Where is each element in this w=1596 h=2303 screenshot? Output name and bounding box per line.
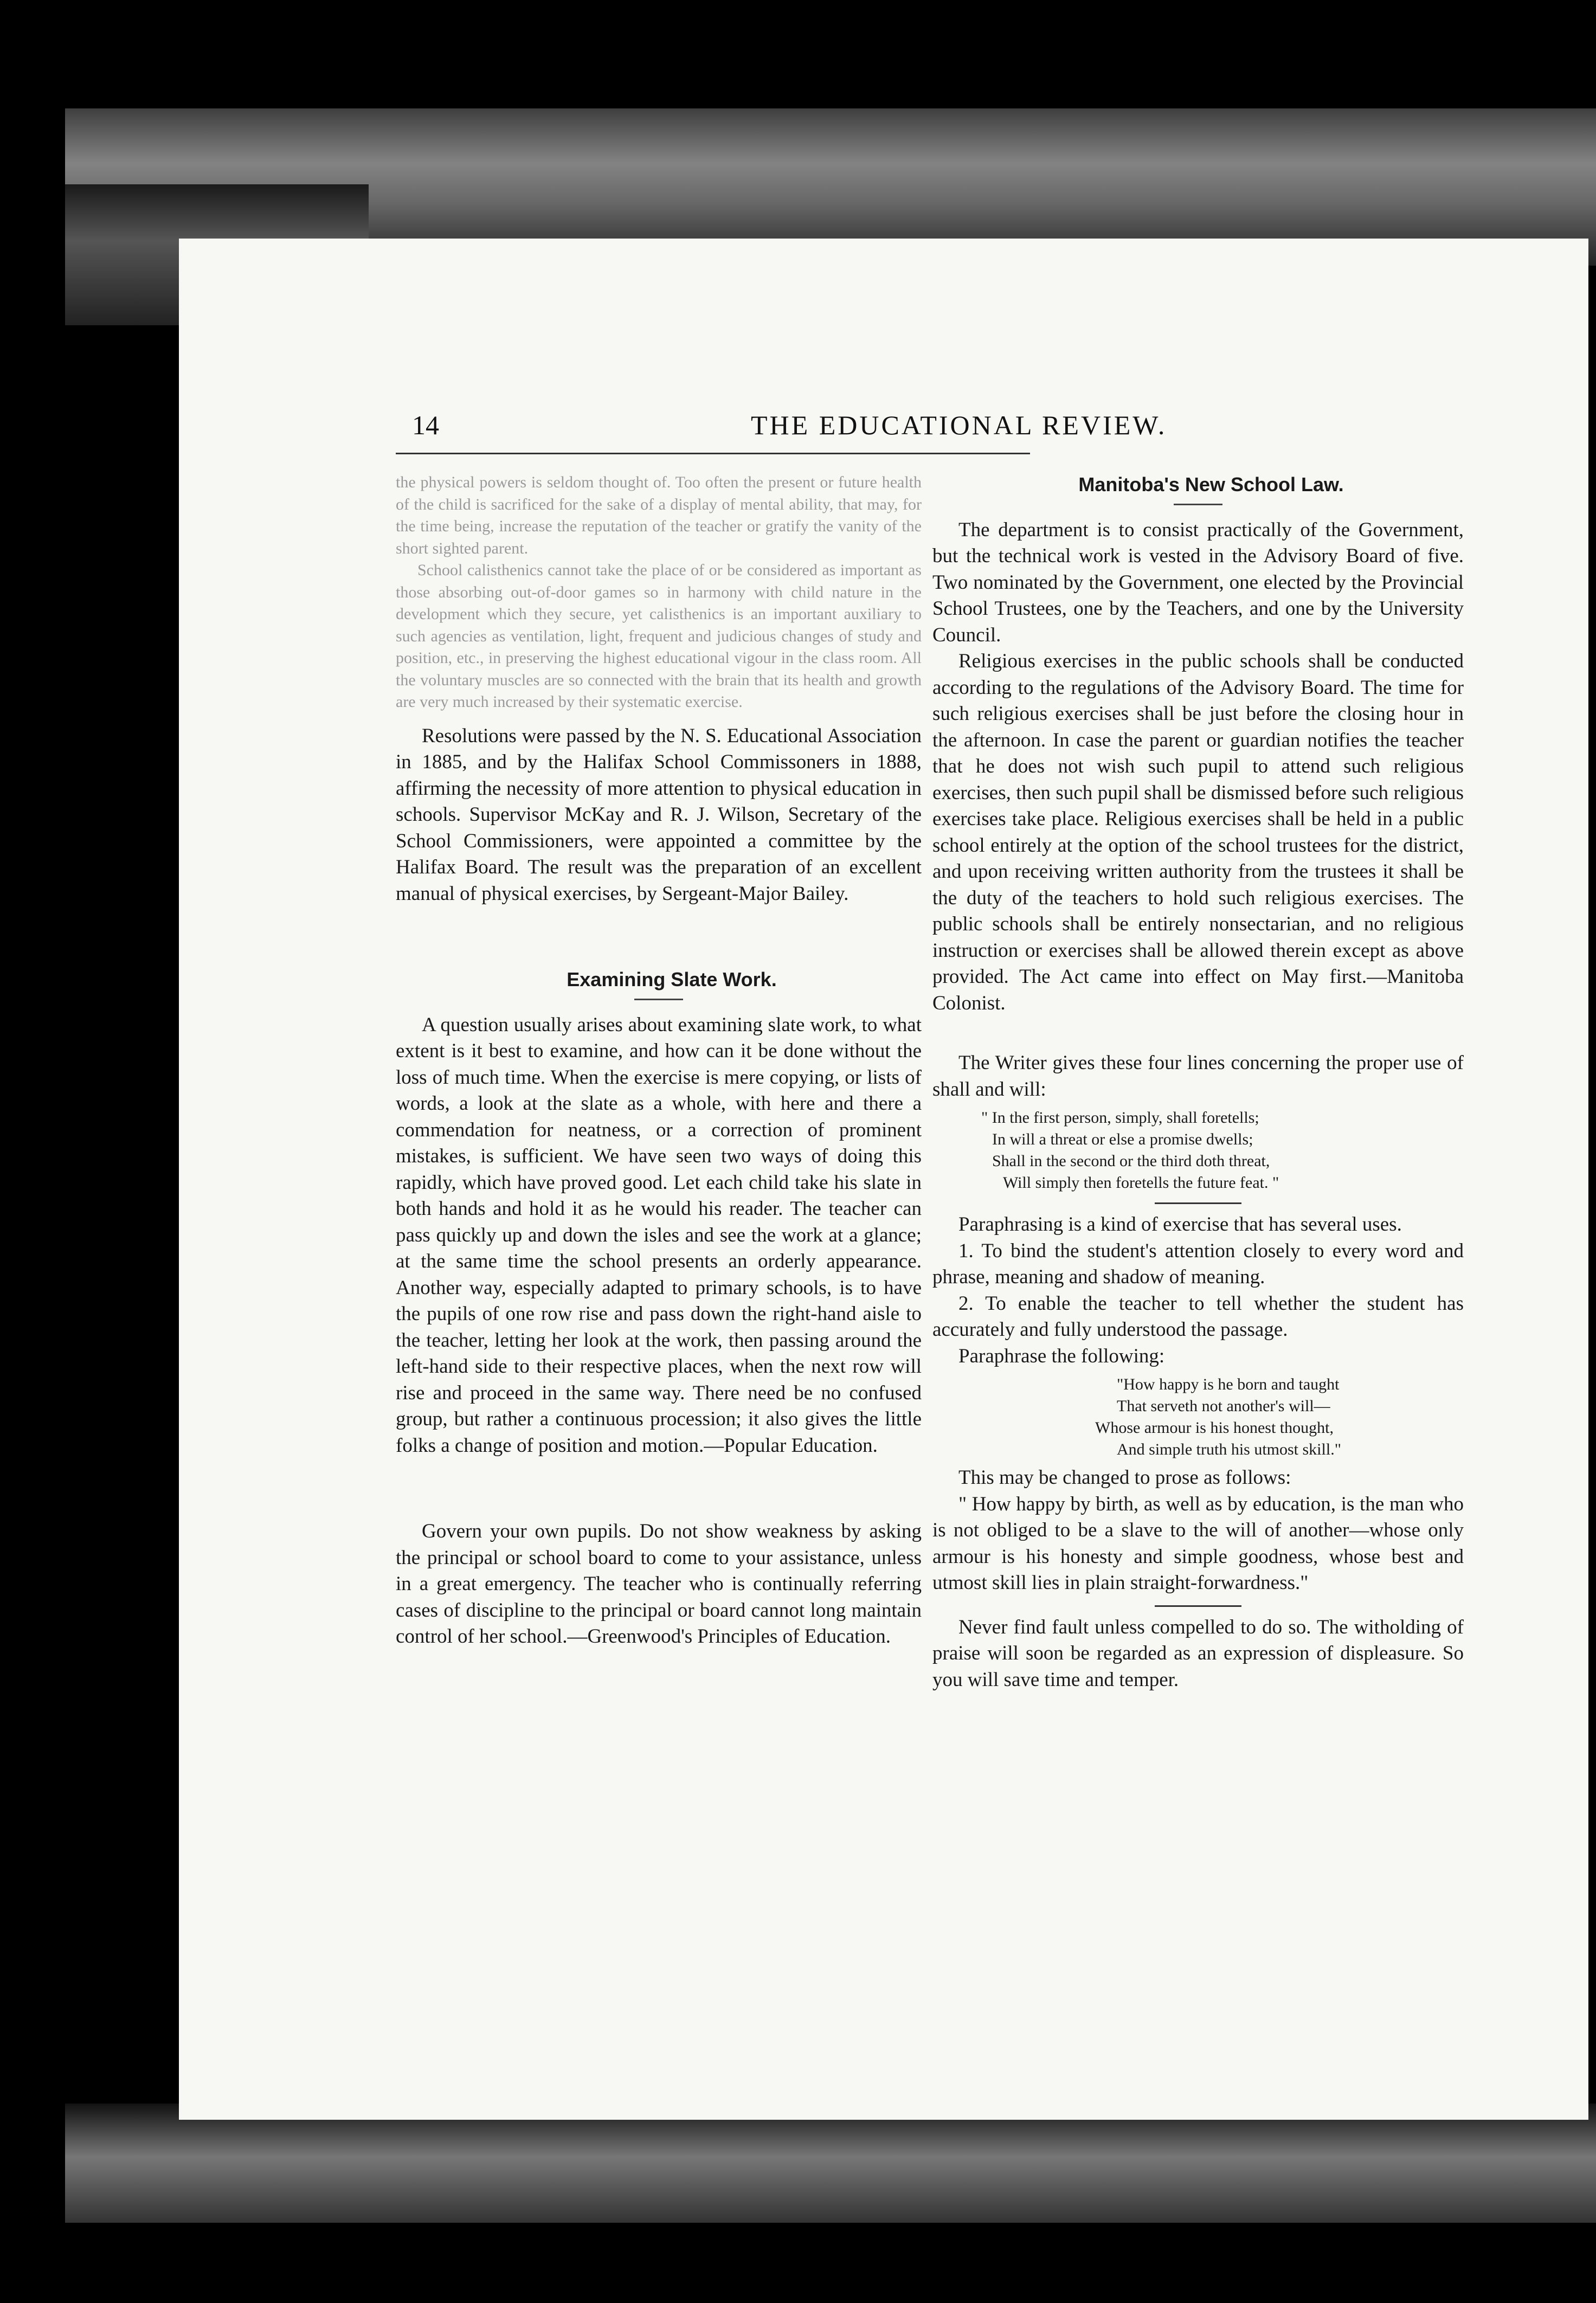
verse-line: " In the first person, simply, shall foretells; [981,1109,1259,1127]
scan-edge-bottom [65,2103,1596,2223]
left-column [396,472,922,1650]
paragraph: Never find fault unless compelled to do so. The witholding of praise will soon be regarded as an expression of displeasure. So you will save time and temper. [932,1616,1464,1691]
faded-text-block [396,472,922,713]
divider [1155,1605,1241,1607]
right-column [932,472,1464,1693]
journal-title: THE EDUCATIONAL REVIEW. [751,410,1167,440]
verse-line: In will a threat or else a promise dwells; [992,1130,1253,1148]
article-heading: Manitoba's New School Law. [1078,473,1344,496]
paragraph: " How happy by birth, as well as by education, is the man who is not obliged to be a slave to the will of another—whose only armour is his honesty and simple goodness, whose best and utmost skill lies in plain straight-forwardness." [932,1493,1464,1594]
paragraph-govern: Govern your own pupils. Do not show weakness by asking the principal or school board to come to your assistance, unless in a great emergency. The teacher who is continually referring cases of discipline to the principal or board cannot long maintain control of her school.—Greenwood's Principles of Education. [396,1520,922,1648]
verse-line: "How happy is he born and taught [1117,1375,1340,1393]
paragraph-writer: The Writer gives these four lines concerning the proper use of shall and will: [932,1052,1464,1101]
list-item: 2. To enable the teacher to tell whether the student has accurately and fully understood the passage. [932,1292,1464,1341]
verse-line: Will simply then foretells the future feat. " [1003,1174,1279,1192]
divider [634,999,683,1000]
verse-line: And simple truth his utmost skill." [1117,1440,1341,1458]
running-header [412,409,1572,453]
divider [1174,504,1222,505]
paragraph-resolutions: Resolutions were passed by the N. S. Educational Association in 1885, and by the Halifax School Commissoners in 1888, affirming the necessity of more attention to physical education in schools. Supervisor McKay and R. J. Wilson, Secretary of the School Commissioners, were appointed a committee by the Halifax Board. The result was the preparation of an excellent manual of physical exercises, by Sergeant-Major Bailey. [396,724,922,905]
paragraph: School calisthenics cannot take the place of or be considered as important as those absorbing out-of-door games so in harmony with child nature in the development which they secure, yet calisthenics is an important auxiliary to such agencies as ventilation, light, frequent and judicious changes of study and position, etc., in preserving the highest educational vigour in the class room. All the voluntary muscles are so connected with the brain that its health and growth are very much increased by their systematic exercise. [396,561,922,711]
divider [1155,1202,1241,1204]
header-rule [396,453,1030,454]
page-number: 14 [412,410,439,440]
paragraph: Paraphrasing is a kind of exercise that has several uses. [958,1213,1402,1236]
list-item: 1. To bind the student's attention closely to every word and phrase, meaning and shadow of meaning. [932,1239,1464,1288]
paragraph-slate-work: A question usually arises about examining slate work, to what extent is it best to examine, and how can it be done without the loss of much time. When the exercise is mere copying, or lists of words, a look at the slate as a whole, with here and there a commendation for neatness, or a correction of prominent mistakes, is sufficient. We have seen two ways of doing this rapidly, which have proved good. Let each child take his slate in both hands and hold it as he would his reader. The teacher can pass quickly up and down the isles and see the work at a glance; at the same time the school presents an orderly appearance. Another way, especially adapted to primary schools, is to have the pupils of one row rise and pass down the right-hand aisle to the teacher, letting her look at the work, then passing around the left-hand side to their respective places, when the next row will rise and proceed in the same way. There need be no confused group, but rather a continuous procession; it also gives the little folks a change of position and motion.—Popular Education. [396,1013,922,1457]
verse-line: Whose armour is his honest thought, [1095,1419,1334,1437]
paragraph: Religious exercises in the public schools shall be conducted according to the regulations of the Advisory Board. The time for such religious exercises shall be just before the closing hour in the afternoon. In case the parent or guardian notifies the teacher that he does not wish such pupil to attend such religious exercises, then such pupil shall be dismissed before such religious exercises take place. Religious exercises shall be held in a public school entirely at the option of the school trustees for the district, and upon receiving written authority from the trustees it shall be the duty of the teachers to hold such religious exercises. The public schools shall be entirely nonsectarian, and no religious instruction or exercises shall be allowed therein except as above provided. The Act came into effect on May first.—Manitoba Colonist. [932,650,1464,1014]
article-heading: Examining Slate Work. [567,968,777,990]
verse-line: That serveth not another's will— [1117,1397,1330,1415]
verse-happy [932,1374,1464,1461]
paragraph: the physical powers is seldom thought of. Too often the present or future health of the child is sacrificed for the sake of a display of mental ability, that may, for the time being, increase the reputation of the teacher or gratify the vanity of the short sighted parent. [396,473,922,557]
verse-shall-will [932,1107,1464,1194]
paragraph: The department is to consist practically of the Government, but the technical work is vested in the Advisory Board of five. Two nominated by the Government, one elected by the Provincial School Trustees, one by the Teachers, and one by the University Council. [932,518,1464,646]
paragraph: Paraphrase the following: [958,1345,1165,1367]
verse-line: Shall in the second or the third doth threat, [992,1152,1270,1170]
paragraph: This may be changed to prose as follows: [958,1466,1291,1489]
